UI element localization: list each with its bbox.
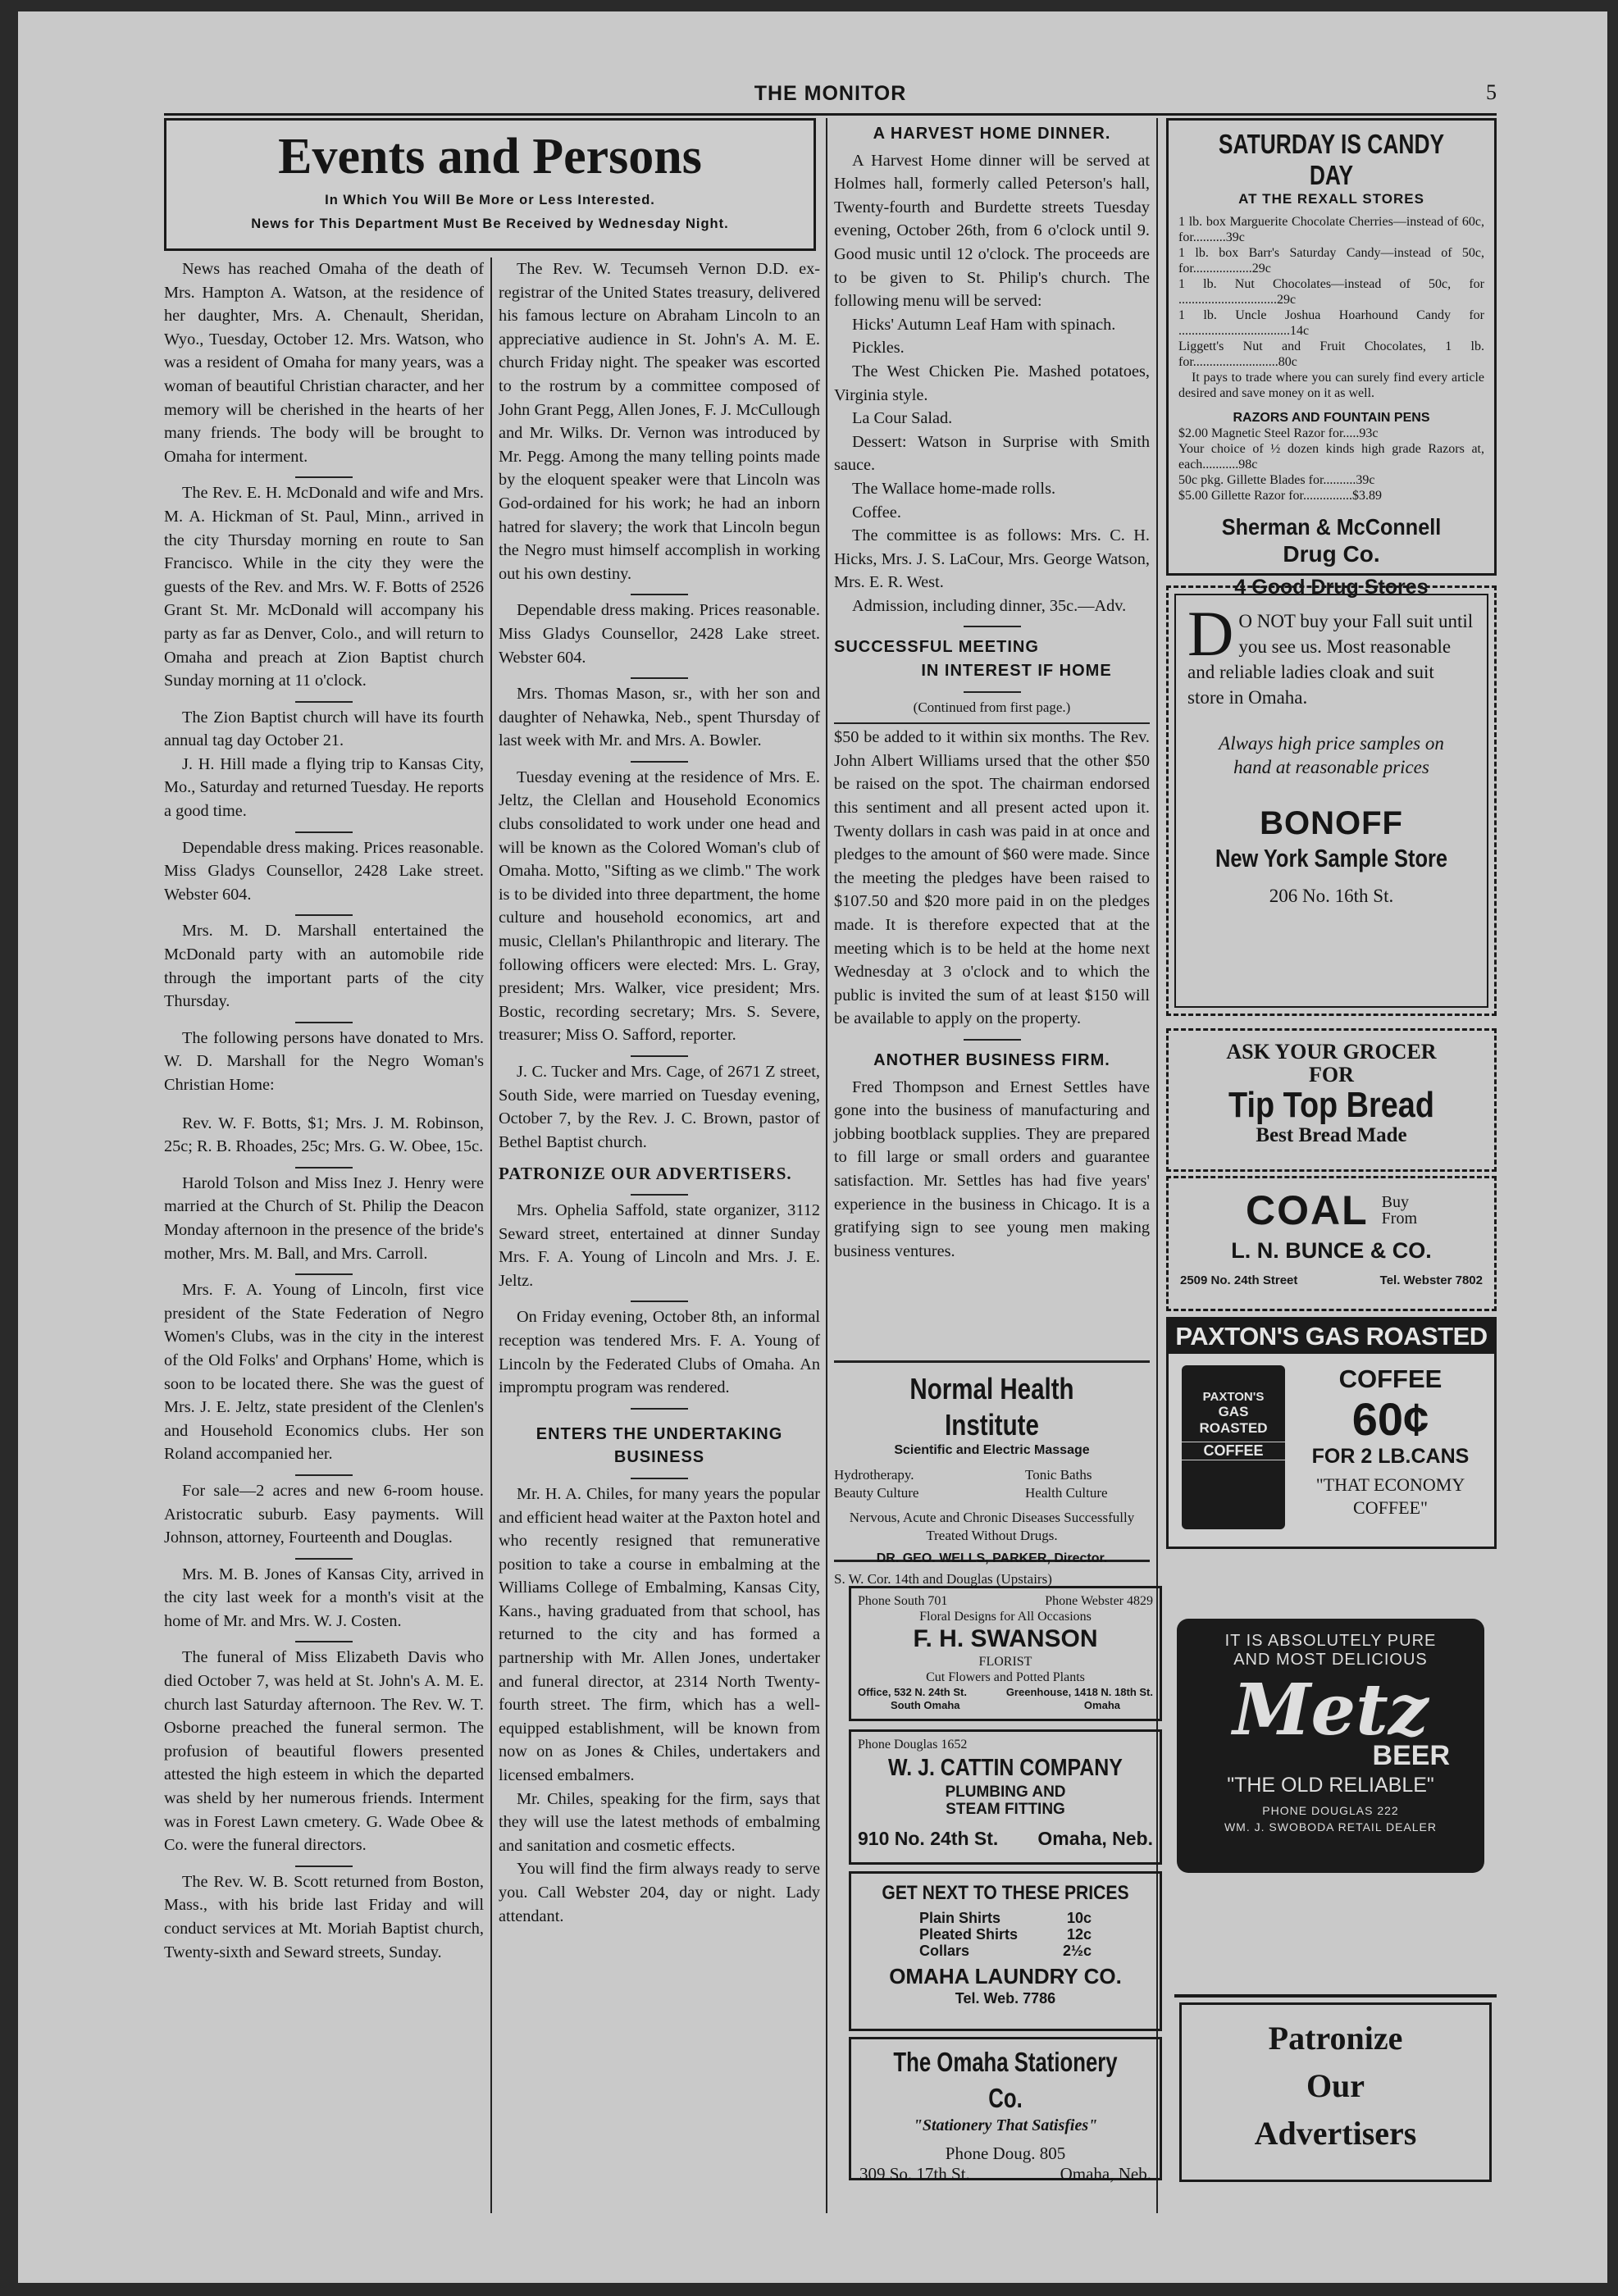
divider xyxy=(631,1301,688,1302)
tiptop-line: FOR xyxy=(1309,1063,1354,1086)
newspaper-page xyxy=(18,11,1607,2283)
divider xyxy=(295,1474,353,1476)
candy-title: SATURDAY IS CANDY DAY xyxy=(1218,129,1445,190)
events-banner xyxy=(164,118,816,251)
services-row xyxy=(834,1466,1150,1484)
tiptop-tag: Best Bread Made xyxy=(1256,1124,1407,1146)
banner-deadline: News for This Department Must Be Received by Wednesday Night. xyxy=(251,216,729,231)
coffee-can xyxy=(1182,1365,1285,1529)
phone: Phone Webster 4829 xyxy=(1045,1594,1153,1608)
razor-head: RAZORS AND FOUNTAIN PENS xyxy=(1233,411,1430,425)
patronize-box xyxy=(1174,1994,1497,2187)
stationery-name: The Omaha Stationery Co. xyxy=(893,2047,1118,2113)
bonoff-inner xyxy=(1174,594,1488,1008)
patronize-line: Advertisers xyxy=(1254,2115,1417,2152)
news-item: For sale—2 acres and new 6-room house. Aristocratic suburb. Easy payments. Will Johnson, attorney, Fourteenth and Douglas. xyxy=(164,1481,484,1547)
menu-item: The Wallace home-made rolls. xyxy=(852,479,1056,498)
banner-subtitle: In Which You Will Be More or Less Interested. xyxy=(325,193,655,207)
address: Office, 532 N. 24th St. xyxy=(858,1686,967,1698)
drug-firm: Sherman & McConnell xyxy=(1221,514,1442,540)
divider xyxy=(631,761,688,763)
normal-subtitle: Scientific and Electric Massage xyxy=(894,1443,1090,1457)
patronize-inner xyxy=(1179,2002,1492,2182)
divider xyxy=(631,1478,688,1479)
item-price: 2½c xyxy=(1062,1943,1092,1959)
item-name: Pleated Shirts xyxy=(919,1926,1019,1943)
paxton-title: PAXTON'S GAS ROASTED xyxy=(1169,1319,1494,1354)
phones-row xyxy=(858,1593,1153,1609)
location: South Omaha xyxy=(891,1699,960,1711)
divider xyxy=(295,1641,353,1642)
candy-line: 1 lb. Nut Chocolates—instead of 50c, for ..............................29c xyxy=(1178,277,1484,307)
menu-item: Pickles. xyxy=(852,339,905,358)
news-item: A Harvest Home dinner will be served at Holmes hall, formerly called Peterson's hall, Twenty-fourth and Burdette streets Tuesday evening, October 26th, from 6 o'clock until 9. Good music until 12 o'clock. The proceeds are to be given to St. Philip's church. The following menu will be served: xyxy=(834,151,1150,311)
news-item: Fred Thompson and Ernest Settles have gone into the business of manufacturing and jobbing bootblack supplies. They are prepared to fill large or small orders and guarantee satisfaction. Mr. Settles has had five years' experience in the business in Chicago. It is a gratifying sign to see young men making business ventures. xyxy=(834,1077,1150,1260)
tiptop-line: ASK YOUR GROCER xyxy=(1226,1040,1437,1064)
can-text: COFFEE xyxy=(1182,1442,1285,1460)
meeting-headline-2: IN INTEREST IF HOME xyxy=(921,662,1112,681)
menu-item: Coffee. xyxy=(852,503,901,522)
patronize-line: Patronize xyxy=(1268,2020,1403,2057)
bonoff-address: 206 No. 16th St. xyxy=(1269,886,1394,906)
news-item: Mr. Chiles, speaking for the firm, says that they will use the latest methods of embalming and sanitation and cosmetic effects. xyxy=(499,1789,820,1855)
menu-item: The committee is as follows: Mrs. C. H. Hicks, Mrs. J. S. LaCour, Mrs. George Watson, Mrs. E. R. West. xyxy=(834,526,1150,592)
city: Omaha, Neb. xyxy=(1037,1828,1153,1849)
item-name: Collars xyxy=(919,1943,970,1959)
coal-word: COAL xyxy=(1246,1187,1369,1233)
coal-head xyxy=(1180,1187,1483,1234)
divider xyxy=(295,1866,353,1867)
razor-line: 50c pkg. Gillette Blades for..........39c xyxy=(1178,473,1375,487)
normal-director: DR. GEO. WELLS, PARKER, Director. xyxy=(876,1551,1108,1565)
news-item: Mr. H. A. Chiles, for many years the popular and efficient head waiter at the Paxton hotel and who recently resigned that remunerative position to take a course in embalming at the Williams College of Embalming, Kansas City, Kans., having graduated from that school, has returned to the city and has formed a partnership with Mr. Allen Jones, undertaker and funeral director, at 2314 North Twenty-fourth street. The firm, which has a well-equipped establishment, will be known from now on as Jones & Chiles, undertakers and licensed embalmers. xyxy=(499,1484,820,1785)
candy-line: 1 lb. box Marguerite Chocolate Cherries—instead of 60c, for..........39c xyxy=(1178,215,1484,244)
stationery-tag: "Stationery That Satisfies" xyxy=(913,2116,1098,2134)
news-item: Mrs. M. D. Marshall entertained the McDonald party with an automobile ride through the important parts of the city Thursday. xyxy=(164,922,484,1011)
divider xyxy=(964,626,1021,627)
news-item: The following persons have donated to Mrs. W. D. Marshall for the Negro Woman's Christian Home: xyxy=(164,1028,484,1094)
service: Health Culture xyxy=(1025,1485,1108,1501)
tip-top-ad xyxy=(1166,1028,1497,1172)
stationery-address-row xyxy=(859,2164,1151,2184)
swanson-role: FLORIST xyxy=(978,1655,1032,1669)
news-item: Dependable dress making. Prices reasonable. Miss Gladys Counsellor, 2428 Lake street. Webster 604. xyxy=(499,601,820,667)
candy-list xyxy=(1178,214,1484,401)
stationery-ad xyxy=(849,2037,1162,2184)
cattin-phone: Phone Douglas 1652 xyxy=(858,1738,968,1752)
cattin-line: STEAM FITTING xyxy=(946,1801,1065,1818)
divider xyxy=(295,1273,353,1275)
news-item: Harold Tolson and Miss Inez J. Henry were married at the Church of St. Philip the Deacon Monday afternoon in the presence of the bride's mother, Mrs. M. Ball, and Mrs. Carroll. xyxy=(164,1173,484,1263)
laundry-ad xyxy=(849,1871,1162,2031)
swanson-line: Cut Flowers and Potted Plants xyxy=(926,1670,1085,1684)
undertaking-headline: ENTERS THE UNDERTAKING xyxy=(536,1424,783,1443)
normal-health-ad xyxy=(834,1360,1150,1587)
firm-headline: ANOTHER BUSINESS FIRM. xyxy=(873,1050,1110,1069)
divider xyxy=(295,831,353,833)
column-2 xyxy=(499,257,820,1928)
stationery-phone: Phone Doug. 805 xyxy=(945,2143,1066,2163)
normal-title: Normal Health Institute xyxy=(909,1372,1074,1442)
menu-item: Dessert: Watson in Surprise with Smith sauce. xyxy=(834,432,1150,475)
tiptop-name: Tip Top Bread xyxy=(1228,1085,1434,1125)
coffee-word: COFFEE xyxy=(1338,1364,1443,1393)
news-item: Mrs. F. A. Young of Lincoln, first vice president of the State Federation of Negro Women's Clubs, was in the city in the interest of the Old Folks' and Orphans' Home, which is soon to be located there. She was the guest of Mrs. J. E. Jeltz, state president of the Clenlen's and Household Economics clubs. Her son Roland accompanied her. xyxy=(164,1281,484,1464)
can-text: ROASTED xyxy=(1199,1420,1268,1436)
metz-phone: PHONE DOUGLAS 222 xyxy=(1262,1804,1399,1817)
item-price: 12c xyxy=(1066,1926,1092,1943)
cattin-ad xyxy=(849,1729,1162,1865)
swanson-florist-ad xyxy=(849,1586,1162,1721)
service: Tonic Baths xyxy=(1025,1467,1092,1483)
drug-stores: 4 Good Drug Stores xyxy=(1234,576,1429,599)
cattin-line: PLUMBING AND xyxy=(945,1784,1066,1801)
normal-address: S. W. Cor. 14th and Douglas (Upstairs) xyxy=(834,1571,1052,1587)
news-item: You will find the firm always ready to serve you. Call Webster 204, day or night. Lady attendant. xyxy=(499,1860,820,1925)
bonoff-text-block xyxy=(1187,598,1475,710)
item-name: Plain Shirts xyxy=(919,1910,1001,1926)
coffee-cans: FOR 2 LB.CANS xyxy=(1311,1445,1470,1468)
metz-script: Metz xyxy=(1233,1669,1429,1752)
from-text: From xyxy=(1381,1210,1417,1228)
news-item: The Rev. W. Tecumseh Vernon D.D. ex-registrar of the United States treasury, delivered his famous lecture on Abraham Lincoln to an appreciative audience in St. John's A. M. E. church Friday night. The speaker was escorted to the rostrum by a committee composed of John Grant Pegg, Allen Jones, F. J. McCullough and Mr. Wilks. Dr. Vernon was introduced by Mr. Pegg. Among the many telling points made by the eloquent speaker were that Lincoln was God-ordained for his work; he had an inborn hatred for slavery; the work that Lincoln begun the Negro must himself accomplish in working out his own destiny. xyxy=(499,260,820,583)
news-item: Mrs. M. B. Jones of Kansas City, arrived in the city last week for a month's visit at the home of Mr. and Mrs. W. J. Costen. xyxy=(164,1565,484,1630)
divider xyxy=(631,594,688,595)
buy-text: Buy xyxy=(1381,1193,1409,1211)
drug-firm-2: Drug Co. xyxy=(1283,541,1380,567)
divider xyxy=(631,1055,688,1057)
news-item: J. H. Hill made a flying trip to Kansas City, Mo., Saturday and returned Tuesday. He reports a good time. xyxy=(164,754,484,821)
candy-subtitle: AT THE REXALL STORES xyxy=(1238,191,1424,207)
divider xyxy=(295,476,353,478)
bonoff-name: BONOFF xyxy=(1260,805,1403,841)
item-price: 10c xyxy=(1066,1910,1092,1926)
menu-item: Hicks' Autumn Leaf Ham with spinach. xyxy=(852,315,1116,334)
razor-line: $2.00 Magnetic Steel Razor for.....93c xyxy=(1178,426,1379,440)
coal-address-row xyxy=(1180,1273,1483,1287)
news-item: J. C. Tucker and Mrs. Cage, of 2671 Z street, South Side, were married on Tuesday evening, October 7, by the Rev. J. C. Brown, pastor of Bethel Baptist church. xyxy=(499,1063,820,1151)
masthead-title: THE MONITOR xyxy=(754,82,907,105)
candy-day-ad xyxy=(1166,118,1497,599)
paxton-right xyxy=(1290,1364,1491,1519)
price-row xyxy=(919,1910,1092,1926)
news-item: The funeral of Miss Elizabeth Davis who died October 7, was held at St. John's A. M. E. church last Saturday afternoon. The Rev. W. T. Osborne preached the funeral sermon. The profusion of beautiful flowers presented attested the high esteem in which the departed was sheld by her numerous friends. Interment was in Forest Lawn cmetery. G. Wade Obee & Co. were the funeral directors. xyxy=(164,1648,484,1855)
address: 2509 No. 24th Street xyxy=(1180,1273,1298,1287)
bonoff-italic: Always high price samples on hand at reasonable prices xyxy=(1219,733,1444,777)
services-row xyxy=(834,1484,1150,1502)
news-item: The Zion Baptist church will have its fourth annual tag day October 21. xyxy=(164,708,484,750)
candy-line: 1 lb. box Barr's Saturday Candy—instead of 50c, for..................29c xyxy=(1178,246,1484,276)
divider xyxy=(295,1167,353,1168)
news-item: Mrs. Ophelia Saffold, state organizer, 3112 Seward street, entertained at dinner Sunday Mrs. F. A. Young of Lincoln and Mrs. J. E. Jeltz. xyxy=(499,1200,820,1290)
dropcap: D xyxy=(1187,598,1234,669)
column-1 xyxy=(164,257,484,1964)
swanson-tag: Floral Designs for All Occasions xyxy=(919,1610,1092,1624)
razor-list xyxy=(1178,426,1484,503)
news-item: Dependable dress making. Prices reasonable. Miss Gladys Counsellor, 2428 Lake street. Webster 604. xyxy=(164,838,484,904)
divider xyxy=(295,1022,353,1023)
masthead xyxy=(164,67,1497,116)
address: Greenhouse, 1418 N. 18th St. xyxy=(1005,1686,1153,1698)
can-text: PAXTON'S xyxy=(1202,1390,1265,1404)
cattin-name: W. J. CATTIN COMPANY xyxy=(888,1755,1123,1781)
coffee-tag: "THAT ECONOMY COFFEE" xyxy=(1315,1474,1465,1518)
laundry-name: OMAHA LAUNDRY CO. xyxy=(889,1964,1122,1988)
phone: Phone South 701 xyxy=(858,1594,948,1608)
divider xyxy=(834,722,1150,724)
telephone: Tel. Webster 7802 xyxy=(1379,1273,1483,1287)
menu-item: La Cour Salad. xyxy=(852,409,953,428)
candy-line: 1 lb. Uncle Joshua Hoarhound Candy for ..................................14c xyxy=(1178,308,1484,338)
news-item: The Rev. E. H. McDonald and wife and Mrs. M. A. Hickman of St. Paul, Minn., arrived in the city Thursday morning en route to San Francisco. While in the city they were the guests of the Rev. and Mrs. W. F. Botts of 2526 Grant St. Mr. McDonald will accompany his party as far as Denver, Colo., and will return to Omaha and preach at Zion Baptist church Sunday morning at 11 o'clock. xyxy=(164,484,484,690)
news-item: Tuesday evening at the residence of Mrs. E. Jeltz, the Clellan and Household Economics clubs consolidated to work under one head and will be known as the Colored Woman's club of Omaha. Motto, "Sifting as we climb." The work is to be divided into three department, the home culture and household economics, art and music, Clellan's Philanthropic and literary. The following officers were elected: Mrs. L. Gray, president; Mrs. Walker, vice president; Mrs. Bostic, recording secretary; Mrs. S. Severe, treasurer; Miss O. Safford, reporter. xyxy=(499,768,820,1045)
coal-firm: L. N. BUNCE & CO. xyxy=(1231,1238,1432,1263)
price-row xyxy=(919,1926,1092,1943)
menu-item: Admission, including dinner, 35c.—Adv. xyxy=(852,596,1127,615)
coal-buyfrom xyxy=(1382,1194,1417,1227)
swanson-name: F. H. SWANSON xyxy=(913,1625,1098,1652)
news-item: Rev. W. F. Botts, $1; Mrs. J. M. Robinson, 25c; R. B. Rhoades, 25c; Mrs. G. W. Obee, 15c. xyxy=(164,1114,484,1156)
column-rule xyxy=(826,118,827,2213)
meeting-headline: SUCCESSFUL MEETING xyxy=(834,638,1039,657)
divider xyxy=(631,1194,688,1196)
news-item: Mrs. Thomas Mason, sr., with her son and daughter of Nehawka, Neb., spent Thursday of last week with Mr. and Mrs. A. Bowler. xyxy=(499,685,820,750)
banner-title: Events and Persons xyxy=(278,129,702,184)
metz-beer-ad xyxy=(1177,1619,1484,1873)
metz-line: AND MOST DELICIOUS xyxy=(1233,1651,1428,1669)
divider xyxy=(631,677,688,679)
undertaking-headline-2: BUSINESS xyxy=(613,1448,705,1467)
news-item: News has reached Omaha of the death of Mrs. Hampton A. Watson, at the residence of her daughter, Mrs. A. Chenault, Sheridan, Wyo., Tuesday, October 12. Mrs. Watson, who was a resident of Omaha for many years, was a woman of beautiful Christian character, and her memory will be cherished in the hearts of her many friends. The body will be brought to Omaha for interment. xyxy=(164,260,484,466)
page-number: 5 xyxy=(1486,80,1497,104)
laundry-price-list xyxy=(919,1910,1092,1959)
price-row xyxy=(919,1943,1092,1959)
column-3 xyxy=(834,122,1150,1263)
coal-ad xyxy=(1166,1176,1497,1311)
metz-line: IT IS ABSOLUTELY PURE xyxy=(1224,1632,1437,1650)
laundry-tel: Tel. Web. 7786 xyxy=(955,1990,1056,2007)
cattin-address-row xyxy=(858,1828,1153,1850)
razor-line: Your choice of ½ dozen kinds high grade Razors at, each...........98c xyxy=(1178,442,1484,472)
news-item: $50 be added to it within six months. The Rev. John Albert Williams ursed that the other $50 be raised on the spot. The chairman endorsed this sentiment and all present acted upon it. Twenty dollars in cash was paid in at once and pledges to the amount of $60 were made. Since the meeting the pledges have been raised to $107.50 and $20 more paid in on the pledges made. It is therefore expected that at the meeting which is to be held at the home next Wednesday at 3 o'clock and to which the public is invited the sum of at least $150 will be available to apply on the property. xyxy=(834,728,1150,1028)
divider xyxy=(295,914,353,916)
news-item: The Rev. W. B. Scott returned from Boston, Mass., with his bride last Friday and will conduct services at Mt. Moriah Baptist church, Twenty-sixth and Seward streets, Sunday. xyxy=(164,1872,484,1961)
patronize-line: PATRONIZE OUR ADVERTISERS. xyxy=(499,1164,792,1184)
metz-beer: BEER xyxy=(1372,1740,1450,1771)
divider xyxy=(631,1408,688,1410)
bonoff-ad xyxy=(1166,585,1497,1016)
news-item: On Friday evening, October 8th, an informal reception was tendered Mrs. F. A. Young of Lincoln by the Federated Clubs of Omaha. An impromptu program was rendered. xyxy=(499,1308,820,1397)
city: Omaha, Neb. xyxy=(1060,2164,1151,2184)
metz-dealer: WM. J. SWOBODA RETAIL DEALER xyxy=(1224,1820,1438,1834)
razor-line: $5.00 Gillette Razor for...............$3.89 xyxy=(1178,489,1382,503)
normal-line: Nervous, Acute and Chronic Diseases Successfully Treated Without Drugs. xyxy=(849,1510,1135,1543)
column-rule xyxy=(490,257,492,2213)
candy-line: It pays to trade where you can surely find every article desired and save money on it as well. xyxy=(1178,371,1484,400)
location: Omaha xyxy=(1083,1699,1120,1711)
candy-line: Liggett's Nut and Fruit Chocolates, 1 lb. for..........................80c xyxy=(1178,339,1484,369)
divider xyxy=(295,1558,353,1560)
divider xyxy=(964,1039,1021,1041)
address: 309 So. 17th St. xyxy=(859,2164,970,2184)
coffee-price: 60¢ xyxy=(1351,1393,1429,1445)
bonoff-text: O NOT buy your Fall suit until you see us. Most reasonable and reliable ladies cloak and suit store in Omaha. xyxy=(1187,611,1474,708)
patronize-line: Our xyxy=(1306,2067,1365,2104)
divider xyxy=(295,701,353,703)
addresses-row xyxy=(858,1685,1153,1699)
bonoff-store: New York Sample Store xyxy=(1215,844,1448,872)
service: Hydrotherapy. xyxy=(834,1467,914,1483)
can-text: GAS xyxy=(1218,1404,1249,1419)
service: Beauty Culture xyxy=(834,1485,919,1501)
harvest-headline: A HARVEST HOME DINNER. xyxy=(873,125,1111,143)
continued-note: (Continued from first page.) xyxy=(913,699,1071,715)
divider xyxy=(964,691,1021,693)
metz-reliable: "THE OLD RELIABLE" xyxy=(1227,1774,1434,1797)
laundry-head: GET NEXT TO THESE PRICES xyxy=(882,1882,1129,1904)
paxton-coffee-ad xyxy=(1166,1317,1497,1549)
menu-item: The West Chicken Pie. Mashed potatoes, Virginia style. xyxy=(834,362,1150,404)
locations-row xyxy=(858,1699,1153,1712)
address: 910 No. 24th St. xyxy=(858,1828,999,1849)
